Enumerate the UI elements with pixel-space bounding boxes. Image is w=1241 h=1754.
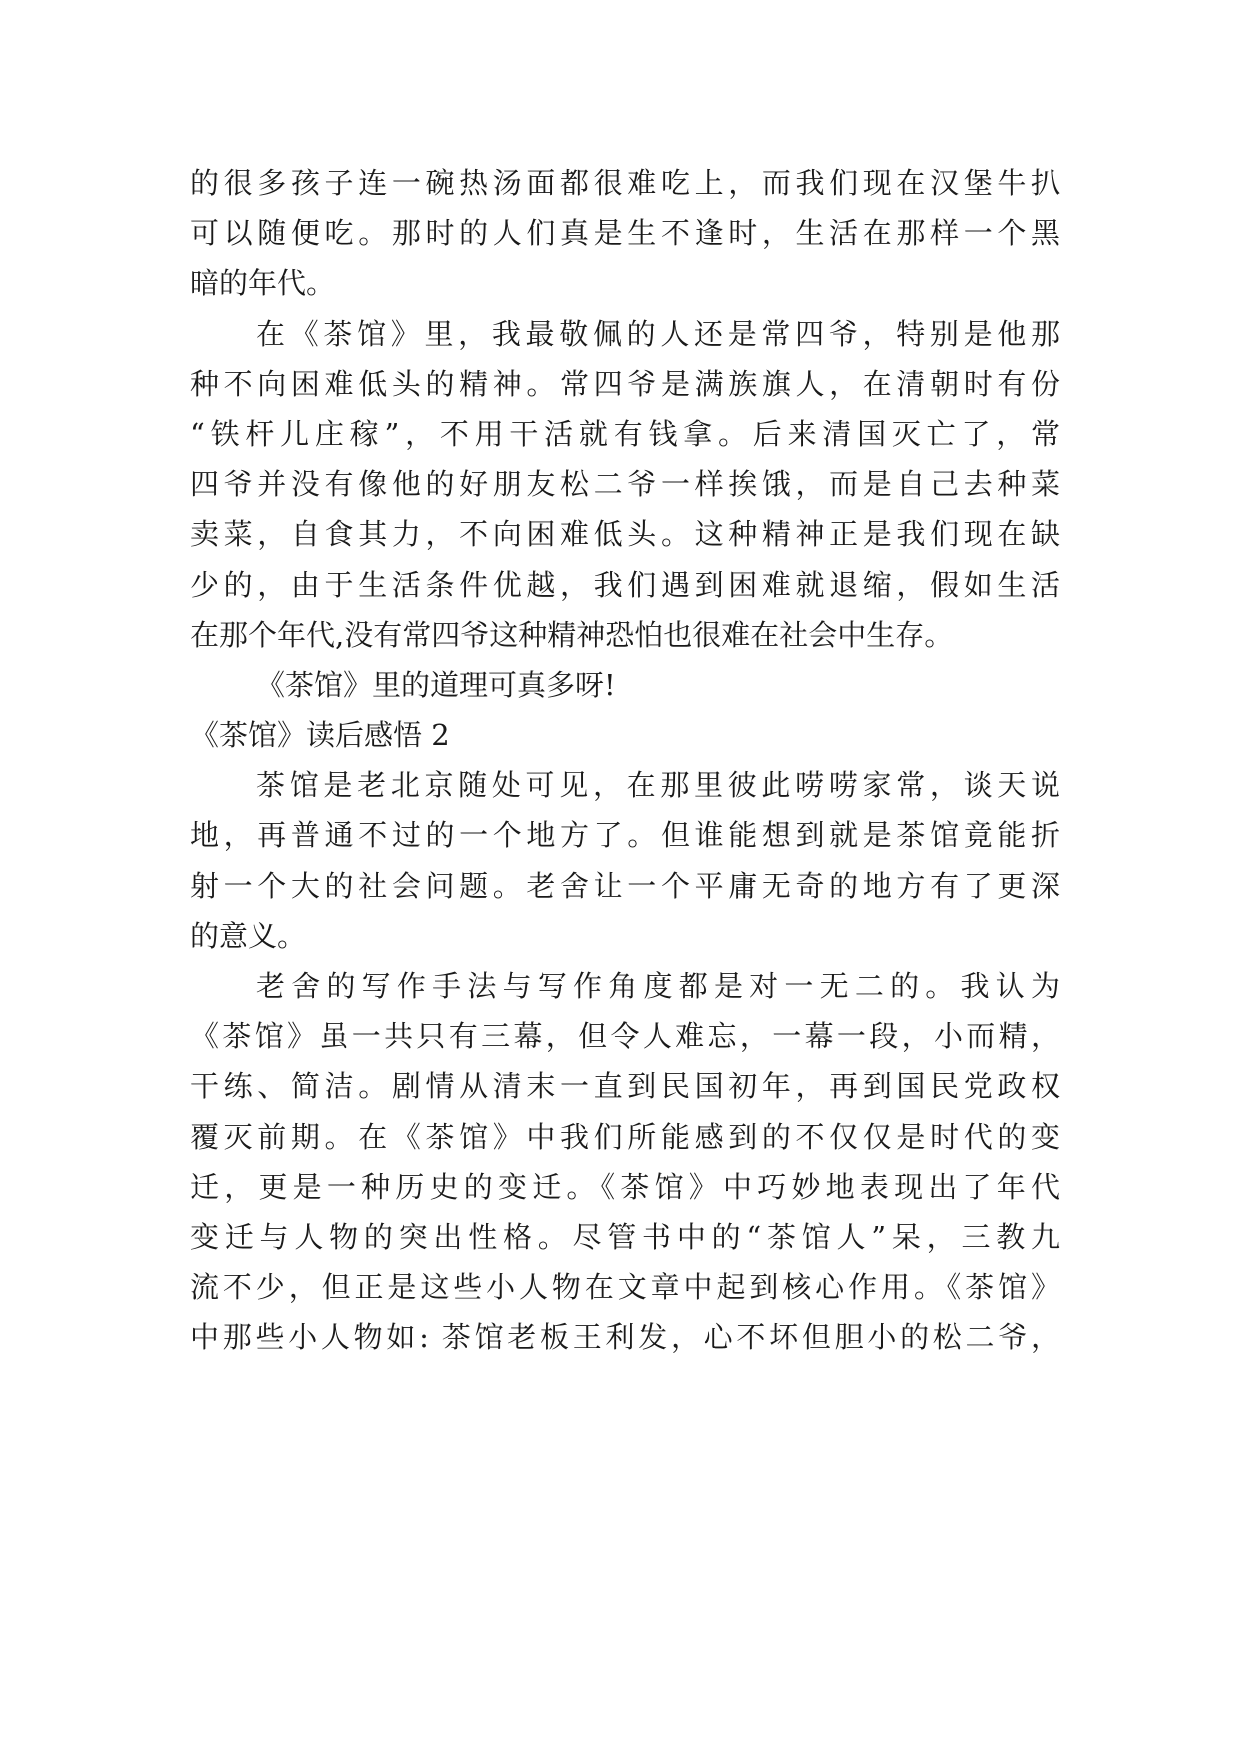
text-line: 暗的年代。 — [190, 266, 336, 301]
text-line: 在那个年代,没有常四爷这种精神恐怕也很难在社会中生存。 — [190, 617, 954, 652]
text-line: 卖菜，自食其力，不向困难低头。这种精神正是我们现在缺 — [190, 517, 1060, 552]
document-body — [190, 158, 1060, 1363]
text-line: 的很多孩子连一碗热汤面都很难吃上，而我们现在汉堡牛扒 — [190, 166, 1060, 200]
text-line: 流不少，但正是这些小人物在文章中起到核心作用。《茶馆》 — [190, 1270, 1060, 1305]
text-line: 《茶馆》虽一共只有三幕，但令人难忘，一幕一段，小而精， — [190, 1019, 1060, 1054]
text-line: 地，再普通不过的一个地方了。但谁能想到就是茶馆竟能折 — [190, 818, 1060, 853]
text-line: 覆灭前期。在《茶馆》中我们所能感到的不仅仅是时代的变 — [190, 1119, 1060, 1154]
text-line: 中那些小人物如: 茶馆老板王利发，心不坏但胆小的松二爷， — [190, 1320, 1060, 1355]
text-line: 茶馆是老北京随处可见，在那里彼此唠唠家常，谈天说 — [256, 768, 1060, 803]
text-line: 《茶馆》里的道理可真多呀! — [256, 667, 616, 702]
text-line: 干练、简洁。剧情从清末一直到民国初年，再到国民党政权 — [190, 1069, 1060, 1104]
text-line: 老舍的写作手法与写作角度都是对一无二的。我认为 — [256, 969, 1060, 1003]
text-line: 少的，由于生活条件优越，我们遇到困难就退缩，假如生活 — [190, 567, 1060, 602]
text-line: 四爷并没有像他的好朋友松二爷一样挨饿，而是自己去种菜 — [190, 467, 1060, 502]
text-line: 在《茶馆》里，我最敬佩的人还是常四爷，特别是他那 — [256, 316, 1060, 351]
text-line: 种不向困难低头的精神。常四爷是满族旗人，在清朝时有份 — [190, 366, 1060, 401]
text-line: “铁杆儿庄稼”，不用干活就有钱拿。后来清国灭亡了，常 — [190, 416, 1060, 451]
text-line: 射一个大的社会问题。老舍让一个平庸无奇的地方有了更深 — [190, 868, 1060, 903]
text-line: 可以随便吃。那时的人们真是生不逢时，生活在那样一个黑 — [190, 216, 1060, 251]
text-line: 的意义。 — [190, 918, 307, 953]
text-line: 迁，更是一种历史的变迁。《茶馆》中巧妙地表现出了年代 — [190, 1169, 1060, 1204]
section-heading: 《茶馆》读后感悟 2 — [190, 718, 450, 753]
text-line: 变迁与人物的突出性格。尽管书中的“茶馆人”呆，三教九 — [190, 1219, 1060, 1254]
